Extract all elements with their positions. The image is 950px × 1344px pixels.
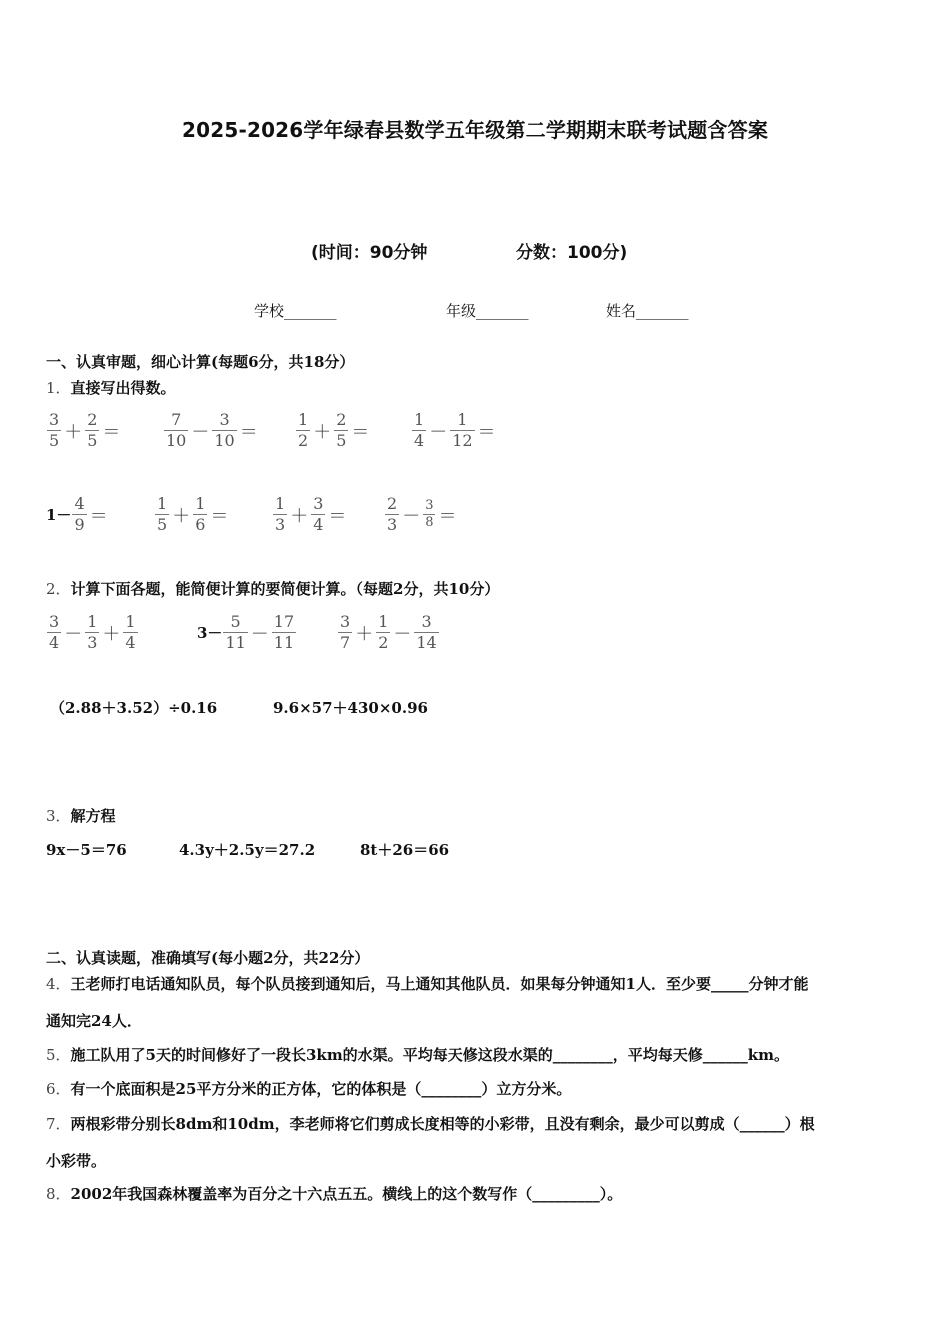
fraction: $\frac{3}{4}$ xyxy=(313,494,324,534)
calc-item: $\frac{7}{10}$ － $\frac{3}{10}$ ＝ xyxy=(166,410,258,450)
fraction: $\frac{1}{2}$ xyxy=(378,612,389,652)
question-text: 直接写出得数。 xyxy=(70,379,176,397)
calc-item: 1－ $\frac{4}{9}$ ＝ xyxy=(46,494,108,534)
question-2: 2．计算下面各题，能简便计算的要简便计算。（每题2分，共10分） xyxy=(46,580,500,598)
fraction: $\frac{1}{4}$ xyxy=(125,612,136,652)
equation: 9x－5＝76 xyxy=(46,841,127,859)
exam-score: 分数：100分) xyxy=(516,243,628,263)
section2-heading: 二、认真读题，准确填写(每小题2分，共22分） xyxy=(46,949,370,967)
fraction: $\frac{1}{4}$ xyxy=(414,410,425,450)
exam-time: (时间：90分钟 xyxy=(311,243,428,263)
fraction: $\frac{7}{10}$ xyxy=(166,410,187,450)
fraction: $\frac{1}{6}$ xyxy=(195,494,206,534)
page-title: 2025-2026学年绿春县数学五年级第二学期期末联考试题含答案 xyxy=(181,118,769,142)
fraction: $\frac{2}{3}$ xyxy=(387,494,398,534)
calc-item: $\frac{3}{4}$ － $\frac{1}{3}$ ＋ $\frac{1}{4}$ xyxy=(49,612,136,652)
equation: 8t＋26＝66 xyxy=(360,841,450,859)
name-field: 姓名_______ xyxy=(606,302,689,320)
fraction: $\frac{3}{8}$ xyxy=(425,498,434,530)
calc-item: （2.88＋3.52）÷0.16 xyxy=(50,699,218,717)
fraction: $\frac{3}{5}$ xyxy=(49,410,60,450)
calc-item: $\frac{3}{5}$ ＋ $\frac{2}{5}$ ＝ xyxy=(49,410,121,450)
school-field: 学校_______ xyxy=(254,302,337,320)
calc-item: $\frac{2}{3}$ － $\frac{3}{8}$ ＝ xyxy=(387,494,457,534)
calc-item: 3－ $\frac{5}{11}$ － $\frac{17}{11}$ xyxy=(197,612,295,652)
grade-field: 年级_______ xyxy=(446,302,529,320)
calc-item: $\frac{1}{5}$ ＋ $\frac{1}{6}$ ＝ xyxy=(157,494,229,534)
fraction: $\frac{3}{14}$ xyxy=(416,612,437,652)
question-6: 6．有一个底面积是25平方分米的正方体，它的体积是（________）立方分米。 xyxy=(46,1080,572,1098)
fraction: $\frac{4}{9}$ xyxy=(74,494,85,534)
question-5: 5．施工队用了5天的时间修好了一段长3km的水渠。平均每天修这段水渠的________，平均每天修______km。 xyxy=(46,1046,789,1064)
question-7: 7．两根彩带分别长8dm和10dm，李老师将它们剪成长度相等的小彩带，且没有剩余，最少可以剪成（______）根 xyxy=(46,1115,815,1133)
fraction: $\frac{1}{3}$ xyxy=(87,612,98,652)
calc-item: $\frac{1}{2}$ ＋ $\frac{2}{5}$ ＝ xyxy=(298,410,370,450)
question-1 xyxy=(46,377,176,398)
calc-item: $\frac{1}{4}$ － $\frac{1}{12}$ ＝ xyxy=(414,410,496,450)
question-number: 1． xyxy=(46,379,71,397)
calc-item: $\frac{1}{3}$ ＋ $\frac{3}{4}$ ＝ xyxy=(275,494,347,534)
fraction: $\frac{2}{5}$ xyxy=(336,410,347,450)
fraction: $\frac{1}{12}$ xyxy=(452,410,473,450)
fraction: $\frac{17}{11}$ xyxy=(273,612,295,652)
fraction: $\frac{3}{7}$ xyxy=(340,612,351,652)
question-4-continued: 通知完24人． xyxy=(46,1012,142,1030)
equation: 4.3y＋2.5y＝27.2 xyxy=(179,841,316,859)
fraction: $\frac{1}{2}$ xyxy=(298,410,309,450)
question-3: 3．解方程 xyxy=(46,807,116,825)
calc-item: $\frac{3}{7}$ ＋ $\frac{1}{2}$ － $\frac{3}{14}$ xyxy=(340,612,437,652)
fraction: $\frac{2}{5}$ xyxy=(87,410,98,450)
question-7-continued: 小彩带。 xyxy=(46,1152,107,1170)
section1-heading: 一、认真审题，细心计算(每题6分，共18分） xyxy=(46,353,355,371)
fraction: $\frac{3}{4}$ xyxy=(49,612,60,652)
fraction: $\frac{5}{11}$ xyxy=(225,612,246,652)
fraction: $\frac{1}{3}$ xyxy=(275,494,286,534)
fraction: $\frac{1}{5}$ xyxy=(157,494,168,534)
fraction: $\frac{3}{10}$ xyxy=(214,410,235,450)
calc-item: 9.6×57＋430×0.96 xyxy=(273,699,428,717)
question-8: 8．2002年我国森林覆盖率为百分之十六点五五。横线上的这个数写作（_________）。 xyxy=(46,1185,623,1203)
question-4: 4．王老师打电话通知队员，每个队员接到通知后，马上通知其他队员．如果每分钟通知1人．至少要_____分钟才能 xyxy=(46,975,809,993)
